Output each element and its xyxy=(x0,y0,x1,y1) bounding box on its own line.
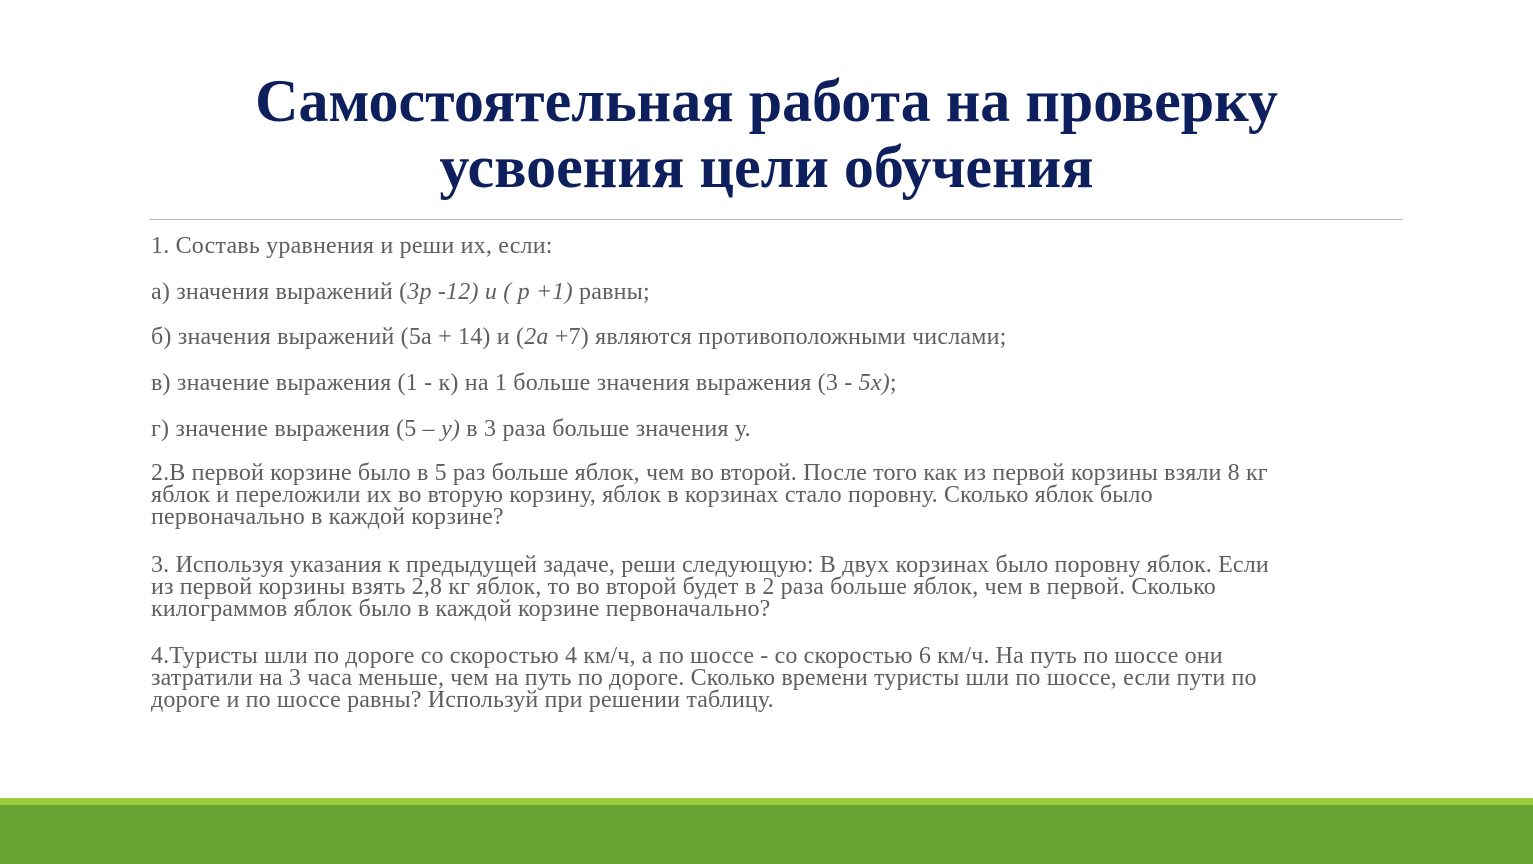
task-2 xyxy=(151,462,1268,528)
task-1-item-a xyxy=(151,280,650,304)
slide-title-line-1: Самостоятельная работа на проверку xyxy=(255,68,1278,134)
task-3-line-1: 3. Используя указания к предыдущей задаче, реши следующую: В двух корзинах было поровну яблок. Если xyxy=(151,552,1269,578)
title-divider xyxy=(150,219,1403,220)
slide-title xyxy=(150,68,1383,200)
task-2-line-2: яблок и переложили их во вторую корзину, яблок в корзинах стало поровну. Сколько яблок было xyxy=(151,482,1153,508)
task-2-line-3: первоначально в каждой корзине? xyxy=(151,504,504,530)
task-4 xyxy=(151,645,1257,711)
task-1-b-text: б) значения выражений (5а + 14) и ( xyxy=(151,324,525,350)
footer-band xyxy=(0,805,1533,864)
task-1-a-end: равны; xyxy=(572,279,650,305)
task-1-v-text: в) значение выражения (1 - к) на 1 больше значения выражения (3 - xyxy=(151,370,859,396)
task-1-intro: 1. Составь уравнения и реши их, если: xyxy=(151,233,553,259)
slide-title-line-2: усвоения цели обучения xyxy=(439,134,1094,200)
task-1-g-text: г) значение выражения (5 – xyxy=(151,416,442,442)
task-1-a-text: а) значения выражений ( xyxy=(151,279,408,305)
task-1-v-end: ; xyxy=(889,370,897,396)
task-4-line-3: дороге и по шоссе равны? Используй при решении таблицу. xyxy=(151,687,774,713)
task-2-line-1: 2.В первой корзине было в 5 раз больше яблок, чем во второй. После того как из первой корзины взяли 8 кг xyxy=(151,460,1268,486)
footer-accent-stripe xyxy=(0,798,1533,805)
task-3-line-3: килограммов яблок было в каждой корзине первоначально? xyxy=(151,596,771,622)
task-4-line-2: затратили на 3 часа меньше, чем на путь по дороге. Сколько времени туристы шли по шоссе, если пути по xyxy=(151,665,1257,691)
task-1-b-expression: 2а xyxy=(524,324,549,350)
task-1-a-expression: 3р -12) и ( р +1) xyxy=(407,279,573,305)
task-1-b-end: +7) являются противоположными числами; xyxy=(548,324,1007,350)
task-1-item-b xyxy=(151,325,1007,349)
task-1-g-expression: у) xyxy=(441,416,461,442)
task-1-g-end: в 3 раза больше значения у. xyxy=(460,416,751,442)
task-4-line-1: 4.Туристы шли по дороге со скоростью 4 км/ч, а по шоссе - со скоростью 6 км/ч. На путь по шоссе они xyxy=(151,643,1223,669)
task-3-line-2: из первой корзины взять 2,8 кг яблок, то во второй будет в 2 раза больше яблок, чем в первой. Сколько xyxy=(151,574,1216,600)
task-1-item-g xyxy=(151,417,751,441)
task-1-item-v xyxy=(151,371,897,395)
task-1-v-expression: 5х) xyxy=(858,370,890,396)
task-3 xyxy=(151,554,1269,620)
